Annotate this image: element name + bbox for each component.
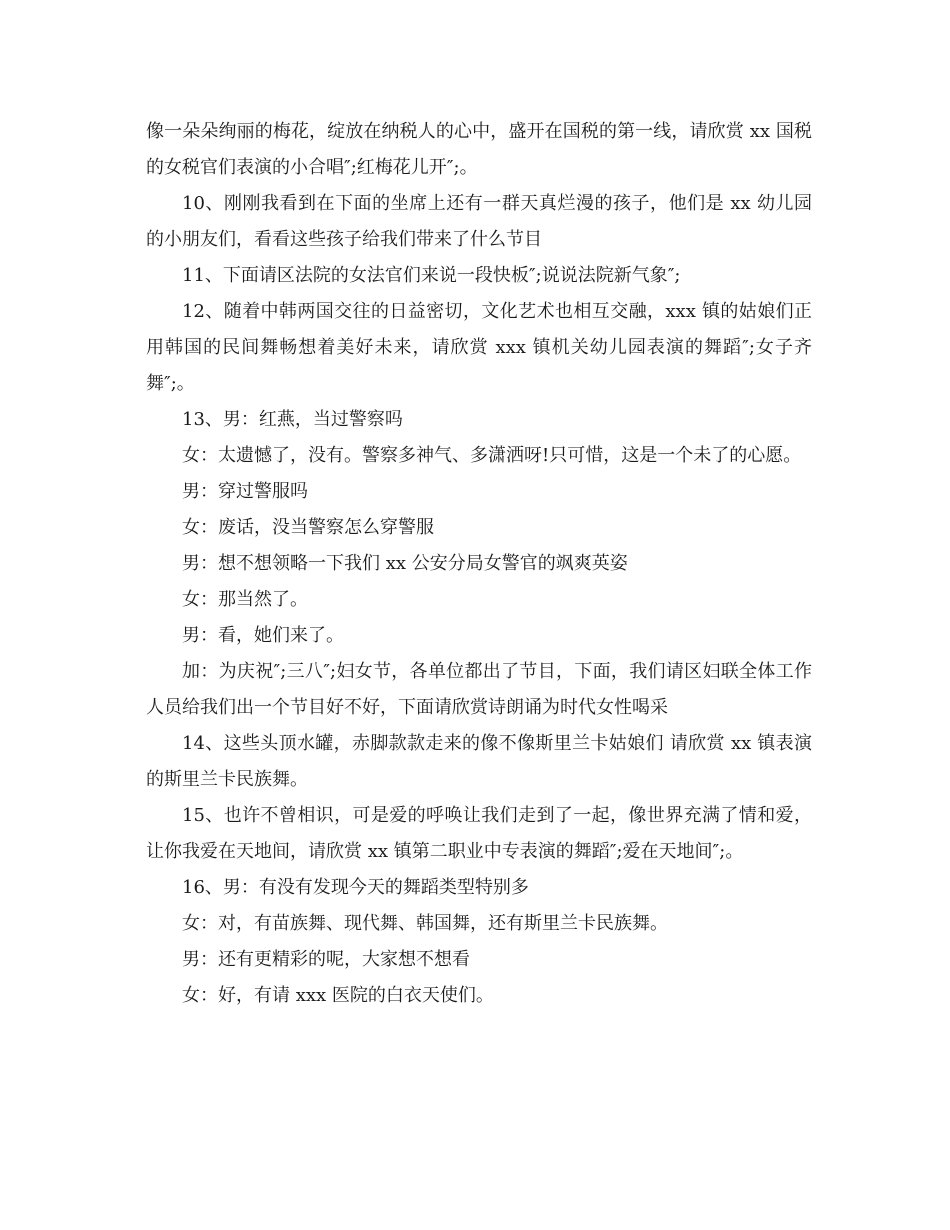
paragraph: 男：还有更精彩的呢，大家想不想看 xyxy=(182,949,470,970)
paragraph: 13、男：红燕，当过警察吗 xyxy=(182,409,403,430)
paragraph: 女：好，有请 xxx 医院的白衣天使们。 xyxy=(182,985,494,1006)
paragraph: 加：为庆祝″;三八″;妇女节，各单位都出了节目，下面，我们请区妇联全体工作人员给我们出一个节目好不好，下面请欣赏诗朗诵为时代女性喝采 xyxy=(146,661,812,718)
document-page xyxy=(146,114,812,1014)
paragraph: 16、男：有没有发现今天的舞蹈类型特别多 xyxy=(182,877,529,898)
paragraph: 男：看，她们来了。 xyxy=(182,625,344,646)
paragraph: 15、也许不曾相识，可是爱的呼唤让我们走到了一起，像世界充满了情和爱，让你我爱在天地间，请欣赏 xx 镇第二职业中专表演的舞蹈″;爱在天地间″;。 xyxy=(146,805,812,862)
paragraph: 男：穿过警服吗 xyxy=(182,481,308,502)
paragraph: 女：那当然了。 xyxy=(182,589,308,610)
paragraph: 像一朵朵绚丽的梅花，绽放在纳税人的心中，盛开在国税的第一线，请欣赏 xx 国税的女税官们表演的小合唱″;红梅花儿开″;。 xyxy=(146,121,812,178)
paragraph: 女：废话，没当警察怎么穿警服 xyxy=(182,517,434,538)
paragraph: 12、随着中韩两国交往的日益密切，文化艺术也相互交融，xxx 镇的姑娘们正用韩国的民间舞畅想着美好未来，请欣赏 xxx 镇机关幼儿园表演的舞蹈″;女子齐舞″;。 xyxy=(146,301,812,394)
paragraph: 男：想不想领略一下我们 xx 公安分局女警官的飒爽英姿 xyxy=(182,553,628,574)
paragraph: 11、下面请区法院的女法官们来说一段快板″;说说法院新气象″; xyxy=(182,265,681,286)
paragraph: 14、这些头顶水罐，赤脚款款走来的像不像斯里兰卡姑娘们 请欣赏 xx 镇表演的斯里兰卡民族舞。 xyxy=(146,733,812,790)
paragraph: 女：对，有苗族舞、现代舞、韩国舞，还有斯里兰卡民族舞。 xyxy=(182,913,668,934)
paragraph: 女：太遗憾了，没有。警察多神气、多潇洒呀!只可惜，这是一个未了的心愿。 xyxy=(182,445,802,466)
paragraph: 10、刚刚我看到在下面的坐席上还有一群天真烂漫的孩子，他们是 xx 幼儿园的小朋友们，看看这些孩子给我们带来了什么节目 xyxy=(146,193,812,250)
